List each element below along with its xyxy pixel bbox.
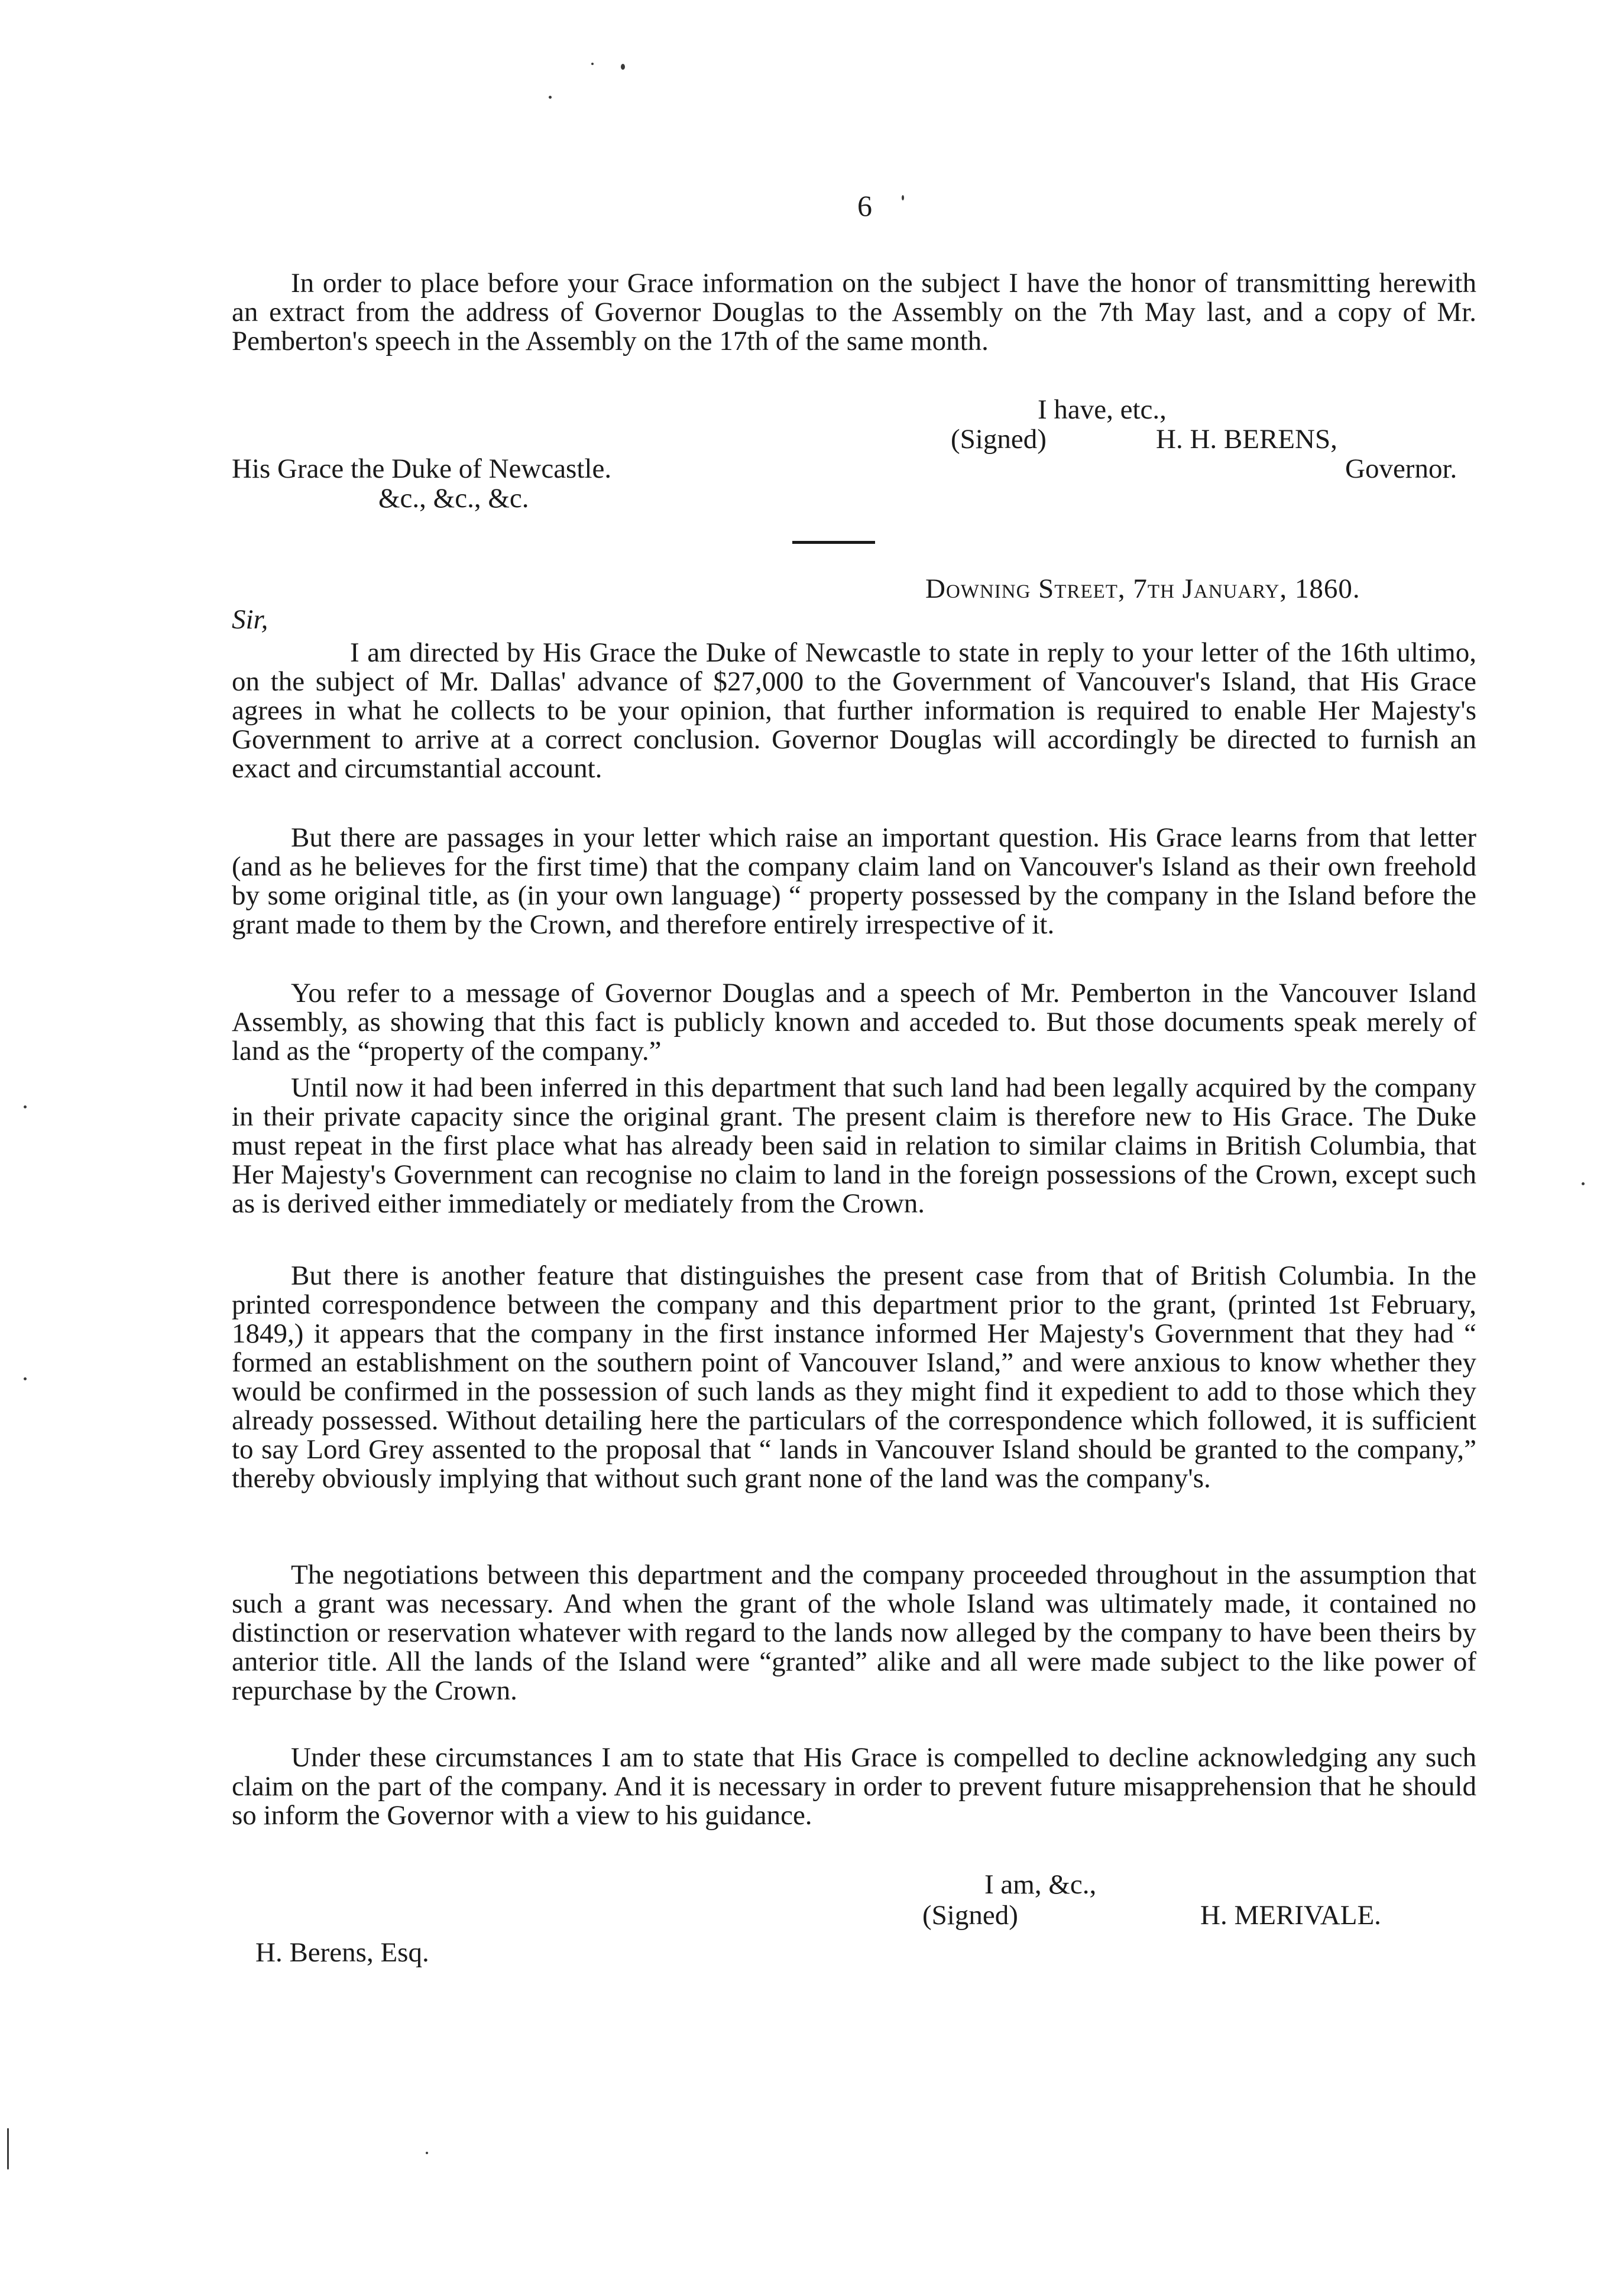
letter1-closing: I have, etc., — [1038, 394, 1167, 425]
letter2-paragraph: But there are passages in your letter which raise an important question. His Grace learns from that letter (and as he believes for the first time) that the company claim land on Vancouver's Island as their own freehold by some original title, as (in your own language) “ property possessed by the company in the Island before the grant made to them by the Crown, and therefore entirely irrespective of it. — [232, 822, 1476, 940]
letter2-paragraph: I am directed by His Grace the Duke of Newcastle to state in reply to your letter of the 16th ultimo, on the subject of Mr. Dallas' advance of $27,000 to the Government of Vancouver's Island, that His Grace agrees in what he collects to be your opinion, that further information is required to enable Her Majesty's Government to arrive at a correct conclusion. Governor Douglas will accordingly be directed to furnish an exact and circumstantial account. — [232, 637, 1476, 784]
letter2-paragraph: You refer to a message of Governor Douglas and a speech of Mr. Pemberton in the Vancouver Island Assembly, as showing that this fact is publicly known and acceded to. But those documents speak merely of land as the “property of the company.” — [232, 978, 1476, 1066]
scan-speck — [24, 1105, 27, 1108]
letter2-dateline: Downing Street, 7th January, 1860. — [925, 573, 1360, 604]
letter1-body: In order to place before your Grace information on the subject I have the honor of transmitting herewith an extract from the address of Governor Douglas to the Assembly on the 7th May last, and a copy of Mr. Pemberton's speech in the Assembly on the 17th of the same month. — [232, 268, 1476, 356]
letter2-paragraph: Until now it had been inferred in this department that such land had been legally acquired by the company in their private capacity since the original grant. The present claim is therefore new to His Grace. The Duke must repeat in the first place what has already been said in relation to similar claims in British Columbia, that Her Majesty's Government can recognise no claim to land in the foreign possessions of the Crown, except such as is derived either immediately or mediately from the Crown. — [232, 1072, 1476, 1219]
scan-speck — [621, 64, 625, 70]
letter2-signed-label: (Signed) — [922, 1900, 1018, 1931]
letter1-addressee-line2: &c., &c., &c. — [378, 483, 529, 514]
letter1-signed-label: (Signed) — [951, 424, 1047, 455]
scan-speck — [426, 2152, 428, 2154]
letter1-signatory-title: Governor. — [1345, 453, 1457, 484]
letter2-salutation: Sir, — [232, 604, 268, 635]
scan-speck — [591, 63, 594, 65]
letter1-addressee-line1: His Grace the Duke of Newcastle. — [232, 453, 612, 484]
scan-speck — [24, 1377, 27, 1380]
section-divider — [792, 541, 875, 544]
letter2-paragraph: But there is another feature that distinguishes the present case from that of British Columbia. In the printed correspondence between the company and this department prior to the grant, (printed 1st February, 1849,) it appears that the company in the first instance informed Her Majesty's Government that they had “ formed an establishment on the southern point of Vancouver Island,” and were anxious to know whether they would be confirmed in the possession of such lands as they might find it expedient to add to those which they already possessed. Without detailing here the particulars of the correspondence which followed, it is sufficient to say Lord Grey assented to the proposal that “ lands in Vancouver Island should be granted to the company,” thereby obviously implying that without such grant none of the land was the company's. — [232, 1260, 1476, 1494]
scan-speck — [1582, 1182, 1585, 1185]
scan-speck — [7, 2128, 9, 2169]
letter2-addressee: H. Berens, Esq. — [255, 1937, 429, 1968]
letter1-signatory: H. H. BERENS, — [1156, 424, 1337, 455]
letter2-signatory: H. MERIVALE. — [1200, 1900, 1381, 1931]
scan-speck — [902, 195, 904, 200]
letter2-paragraph: Under these circumstances I am to state that His Grace is compelled to decline acknowledging any such claim on the part of the company. And it is necessary in order to prevent future misapprehension that he should so inform the Governor with a view to his guidance. — [232, 1742, 1476, 1831]
page-number: 6 — [857, 189, 872, 222]
scan-speck — [549, 96, 552, 99]
letter2-paragraph: The negotiations between this department and the company proceeded throughout in the assumption that such a grant was necessary. And when the grant of the whole Island was ultimately made, it contained no distinction or reservation whatever with regard to the lands now alleged by the company to have been theirs by anterior title. All the lands of the Island were “granted” alike and all were made subject to the like power of repurchase by the Crown. — [232, 1559, 1476, 1706]
letter2-closing: I am, &c., — [984, 1869, 1097, 1900]
